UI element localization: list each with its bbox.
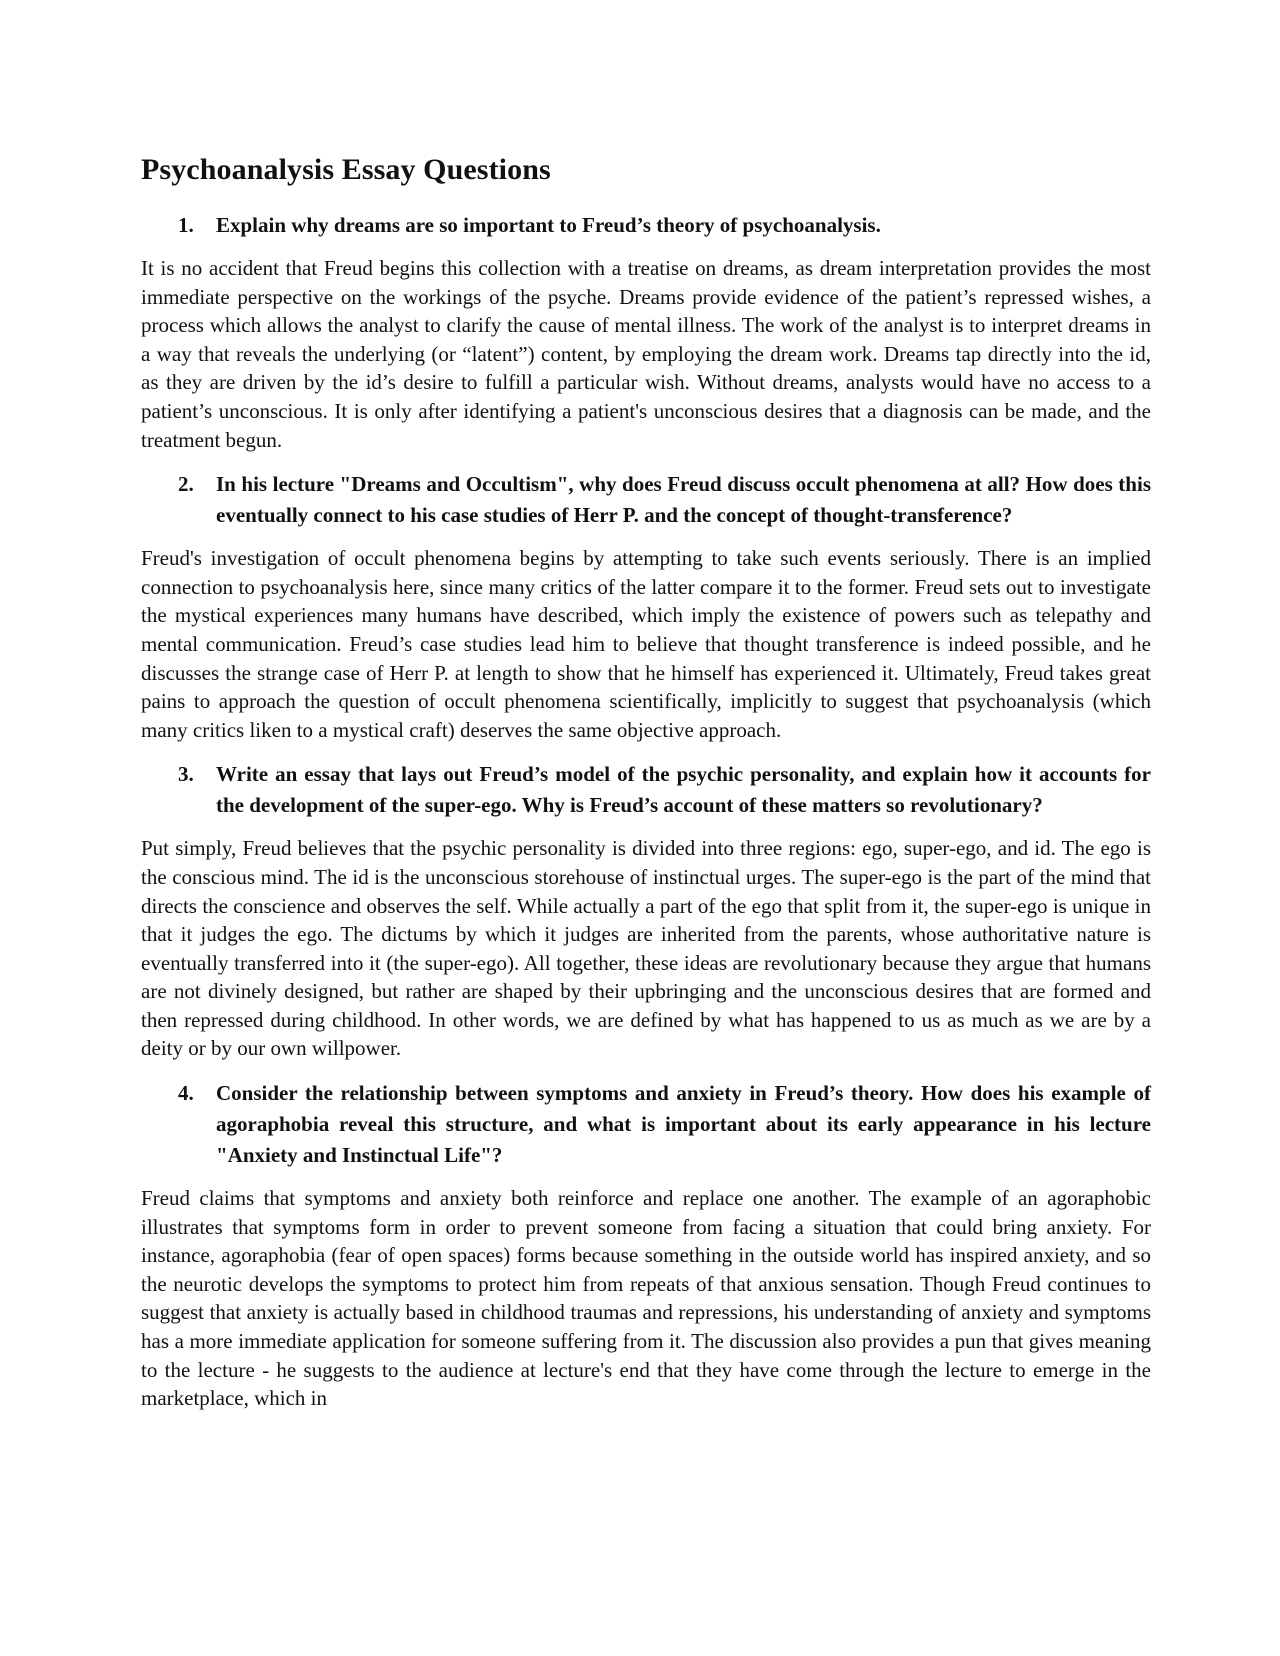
question-number: 2. [178, 472, 194, 497]
page-title: Psychoanalysis Essay Questions [141, 153, 551, 186]
question-text: Write an essay that lays out Freud’s model of the psychic personality, and explain how it accounts for the development of the super-ego. Why is Freud’s account of these matters so revolutionary? [216, 762, 1151, 818]
question-number: 3. [178, 762, 194, 787]
question-1 [141, 210, 1151, 241]
question-text: In his lecture "Dreams and Occultism", why does Freud discuss occult phenomena at all? How does this eventually connect to his case studies of Herr P. and the concept of thought-transference? [216, 472, 1151, 528]
question-text: Consider the relationship between symptoms and anxiety in Freud’s theory. How does his example of agoraphobia reveal this structure, and what is important about its early appearance in his lecture "Anxiety and Instinctual Life"? [216, 1081, 1151, 1168]
question-text: Explain why dreams are so important to Freud’s theory of psychoanalysis. [216, 213, 881, 237]
answer-2: Freud's investigation of occult phenomena begins by attempting to take such events seriously. There is an implied connection to psychoanalysis here, since many critics of the latter compare it to the former. Freud sets out to investigate the mystical experiences many humans have described, which imply the existence of powers such as telepathy and mental communication. Freud’s case studies lead him to believe that thought transference is indeed possible, and he discusses the strange case of Herr P. at length to show that he himself has experienced it. Ultimately, Freud takes great pains to approach the question of occult phenomena scientifically, implicitly to suggest that psychoanalysis (which many critics liken to a mystical craft) deserves the same objective approach. [141, 546, 1151, 742]
question-number: 1. [178, 213, 194, 237]
question-number: 4. [178, 1081, 194, 1106]
question-2 [141, 469, 1151, 531]
answer-1: It is no accident that Freud begins this collection with a treatise on dreams, as dream interpretation provides the most immediate perspective on the workings of the psyche. Dreams provide evidence of the patient’s repressed wishes, a process which allows the analyst to clarify the cause of mental illness. The work of the analyst is to interpret dreams in a way that reveals the underlying (or “latent”) content, by employing the dream work. Dreams tap directly into the id, as they are driven by the id’s desire to fulfill a particular wish. Without dreams, analysts would have no access to a patient’s unconscious. It is only after identifying a patient's unconscious desires that a diagnosis can be made, and the treatment begun. [141, 256, 1151, 452]
answer-4: Freud claims that symptoms and anxiety both reinforce and replace one another. The example of an agoraphobic illustrates that symptoms form in order to prevent someone from facing a situation that could bring anxiety. For instance, agoraphobia (fear of open spaces) forms because something in the outside world has inspired anxiety, and so the neurotic develops the symptoms to protect him from repeats of that anxious sensation. Though Freud continues to suggest that anxiety is actually based in childhood traumas and repressions, his understanding of anxiety and symptoms has a more immediate application for someone suffering from it. The discussion also provides a pun that gives meaning to the lecture - he suggests to the audience at lecture's end that they have come through the lecture to emerge in the marketplace, which in [141, 1186, 1151, 1411]
document-page [141, 148, 1151, 1428]
question-4 [141, 1078, 1151, 1171]
answer-3: Put simply, Freud believes that the psychic personality is divided into three regions: ego, super-ego, and id. The ego is the conscious mind. The id is the unconscious storehouse of instinctual urges. The super-ego is the part of the mind that directs the conscience and observes the self. While actually a part of the ego that split from it, the super-ego is unique in that it judges the ego. The dictums by which it judges are inherited from the parents, whose authoritative nature is eventually transferred into it (the super-ego). All together, these ideas are revolutionary because they argue that humans are not divinely designed, but rather are shaped by their upbringing and the unconscious desires that are formed and then repressed during childhood. In other words, we are defined by what has happened to us as much as we are by a deity or by our own willpower. [141, 836, 1151, 1061]
question-3 [141, 759, 1151, 821]
